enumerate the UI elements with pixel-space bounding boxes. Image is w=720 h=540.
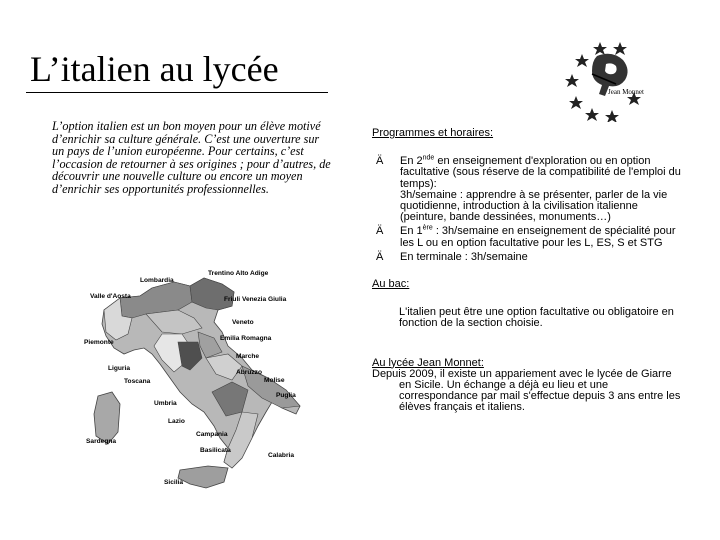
map-label: Abruzzo	[236, 369, 263, 376]
map-label: Lazio	[168, 418, 185, 425]
lycee-heading: Au lycée Jean Monnet:	[372, 356, 484, 369]
item-text: : 3h/semaine en enseignement de spécialité pour les L ou en option facultative pour les L, ES, S et STG	[400, 225, 676, 249]
bullet-icon: Ä	[376, 155, 384, 168]
programme-item	[372, 226, 682, 248]
title-underline	[26, 92, 328, 93]
map-label: Toscana	[124, 378, 151, 385]
school-logo	[562, 34, 652, 122]
italy-map	[82, 262, 304, 500]
logo-caption: Jean Monnet	[608, 88, 644, 96]
bullet-icon: Ä	[376, 250, 384, 263]
map-label: Campania	[196, 431, 228, 438]
map-label: Marche	[236, 353, 260, 360]
item-sup: ère	[422, 224, 433, 232]
map-label: Piemonte	[84, 339, 114, 346]
map-label: Emilia Romagna	[220, 335, 272, 342]
map-label: Calabria	[268, 452, 295, 459]
map-label: Friuli Venezia Giulia	[224, 296, 287, 303]
map-label: Sicilia	[164, 479, 184, 486]
right-column	[372, 128, 682, 414]
map-label: Puglia	[276, 392, 296, 399]
intro-paragraph: L’option italien est un bon moyen pour un élève motivé d’enrichir sa culture générale. C’est une ouverture sur un pays de l’union européenne. Pour certains, c’est l’occasion de retourner à ses origines ; pour d’autres, de découvrir une nouvelle culture ou encore un moyen d’enrichir ses opportunités professionnelles.	[52, 119, 331, 196]
map-label: Basilicata	[200, 447, 231, 454]
map-label: Liguria	[108, 365, 130, 372]
programme-item	[372, 252, 682, 263]
page-title: L’italien au lycée	[30, 49, 279, 89]
bullet-icon: Ä	[376, 225, 384, 238]
map-label: Trentino Alto Adige	[208, 270, 269, 277]
bac-text: L'italien peut être une option facultative ou obligatoire en fonction de la section choisie.	[399, 306, 674, 330]
map-label: Valle d'Aosta	[90, 293, 131, 300]
item-text: en enseignement d'exploration ou en option facultative (sous réserve de la compatibilité de l'emploi du temps):	[400, 155, 681, 190]
programme-heading: Programmes et horaires:	[372, 127, 494, 139]
map-label: Sardegna	[86, 438, 117, 445]
item-detail: 3h/semaine : apprendre à se présenter, parler de la vie quotidienne, introduction à la civilisation italienne (peinture, bande dessinées, monuments…)	[400, 188, 668, 224]
lycee-text: Depuis 2009, il existe un appariement avec le lycée de Giarre en Sicile. Un échange a déjà eu lieu et une correspondance par mail s'effectue depuis 3 ans entre les élèves français et italiens.	[372, 367, 681, 414]
map-label: Molise	[264, 377, 285, 384]
bac-heading: Au bac:	[372, 278, 410, 291]
programme-item	[372, 156, 682, 223]
item-prefix: En 1	[400, 225, 423, 238]
item-text: En terminale : 3h/semaine	[400, 250, 528, 263]
item-sup: nde	[422, 154, 435, 162]
map-label: Lombardia	[140, 277, 174, 284]
map-label: Veneto	[232, 319, 254, 326]
item-prefix: En 2	[400, 155, 423, 168]
map-label: Umbria	[154, 400, 177, 407]
stars-europe-icon	[565, 38, 647, 122]
